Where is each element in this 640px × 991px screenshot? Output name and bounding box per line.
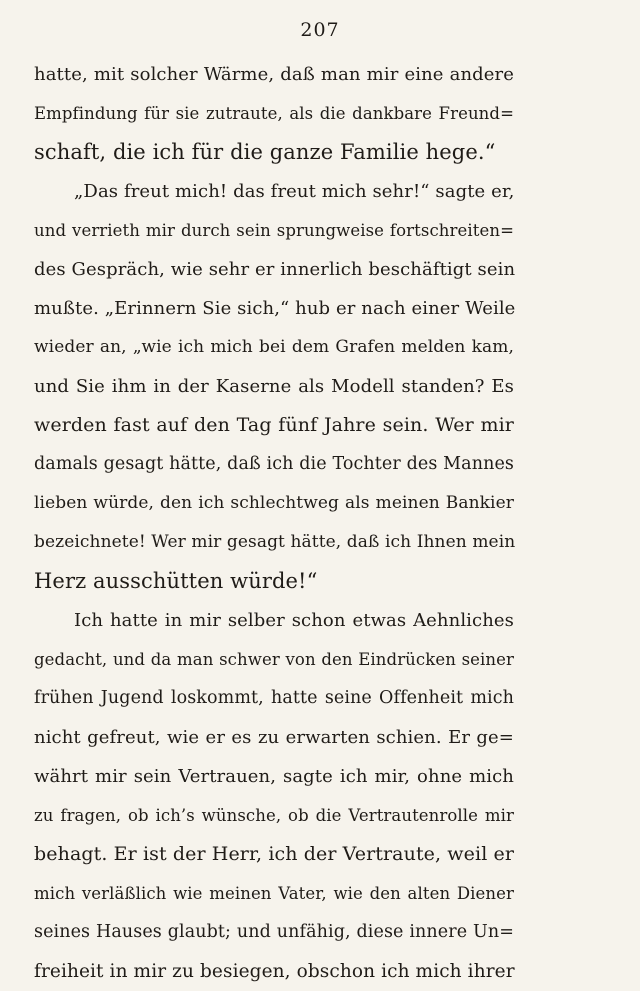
text-line: nicht gefreut, wie er es zu erwarten schien. Er ge= bbox=[34, 727, 514, 748]
text-line: wieder an, „wie ich mich bei dem Grafen melden kam, bbox=[34, 337, 514, 357]
text-line: des Gespräch, wie sehr er innerlich beschäftigt sein bbox=[34, 259, 516, 280]
text-line: und Sie ihm in der Kaserne als Modell standen? Es bbox=[34, 376, 514, 397]
text-line: mich verläßlich wie meinen Vater, wie den alten Diener bbox=[34, 884, 514, 903]
text-line: lieben würde, den ich schlechtweg als meinen Bankier bbox=[34, 493, 514, 513]
text-line: schaft, die ich für die ganze Familie hege.“ bbox=[34, 140, 496, 164]
text-line: Ich hatte in mir selber schon etwas Aehnliches bbox=[74, 610, 514, 631]
text-line: damals gesagt hätte, daß ich die Tochter des Mannes bbox=[34, 454, 514, 474]
text-line: bezeichnete! Wer mir gesagt hätte, daß ich Ihnen mein bbox=[34, 532, 516, 552]
text-line: mußte. „Erinnern Sie sich,“ hub er nach einer Weile bbox=[34, 298, 516, 319]
text-line: Herz ausschütten würde!“ bbox=[34, 569, 318, 593]
text-line: werden fast auf den Tag fünf Jahre sein. Wer mir bbox=[34, 414, 514, 436]
text-line: zu fragen, ob ich’s wünsche, ob die Vertrautenrolle mir bbox=[34, 806, 514, 825]
text-line: Empfindung für sie zutraute, als die dankbare Freund= bbox=[34, 104, 514, 123]
text-line: freiheit in mir zu besiegen, obschon ich mich ihrer bbox=[34, 961, 515, 982]
text-line: währt mir sein Vertrauen, sagte ich mir, ohne mich bbox=[34, 766, 514, 787]
text-line: frühen Jugend loskommt, hatte seine Offenheit mich bbox=[34, 688, 514, 708]
text-line: hatte, mit solcher Wärme, daß man mir eine andere bbox=[34, 64, 514, 85]
text-line: seines Hauses glaubt; und unfähig, diese innere Un= bbox=[34, 922, 514, 942]
page-number: 207 bbox=[300, 19, 340, 41]
text-line: behagt. Er ist der Herr, ich der Vertraute, weil er bbox=[34, 843, 515, 865]
text-line: und verrieth mir durch sein sprungweise fortschreiten= bbox=[34, 221, 514, 240]
body-text bbox=[34, 55, 514, 991]
text-line: „Das freut mich! das freut mich sehr!“ sagte er, bbox=[74, 181, 515, 202]
text-line: gedacht, und da man schwer von den Eindrücken seiner bbox=[34, 650, 514, 669]
